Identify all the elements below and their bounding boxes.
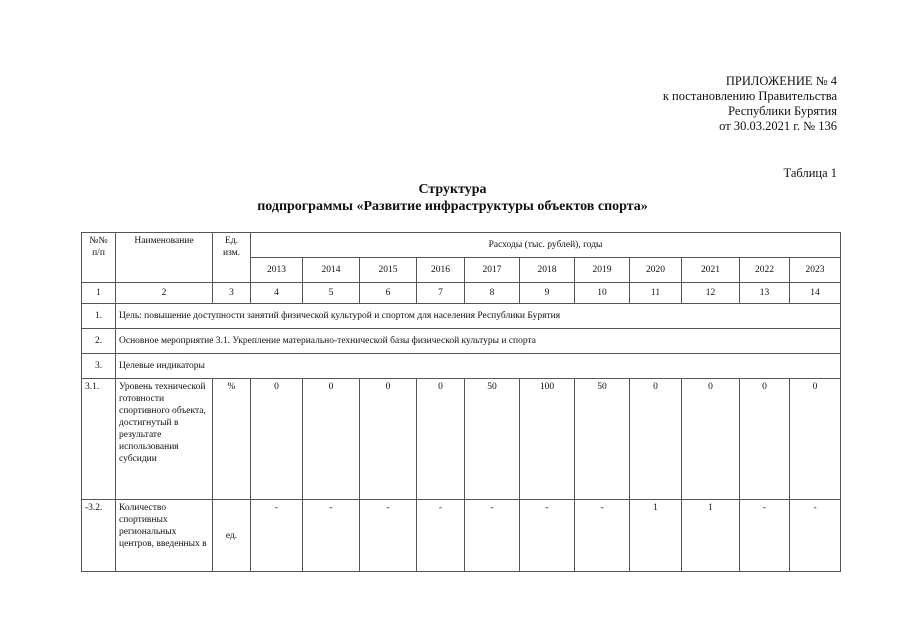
header-name: Наименование: [116, 233, 213, 283]
header-unit: Ед. изм.: [213, 233, 251, 283]
measure-row: [82, 329, 841, 354]
header-num: №№ п/п: [82, 233, 116, 283]
year-cell: 2017: [465, 258, 520, 283]
col-number: 11: [630, 283, 682, 304]
year-cell: 2023: [790, 258, 841, 283]
col-number: 10: [575, 283, 630, 304]
row-value: 50: [575, 379, 630, 500]
row-name: Количество спортивных региональных центров, введенных в: [116, 500, 213, 572]
year-cell: 2015: [360, 258, 417, 283]
table-row: [82, 379, 841, 500]
row-value: -: [417, 500, 465, 572]
row-value: -: [303, 500, 360, 572]
year-cell: 2013: [251, 258, 303, 283]
row-value: -: [520, 500, 575, 572]
row-value: -: [360, 500, 417, 572]
table-label: Таблица 1: [783, 166, 837, 180]
appendix-header: [663, 74, 837, 134]
year-cell: 2016: [417, 258, 465, 283]
row-name: Уровень технической готовности спортивного объекта, достигнутый в результате использования субсидии: [116, 379, 213, 500]
title-line-2: подпрограммы «Развитие инфраструктуры объектов спорта»: [257, 199, 648, 214]
appendix-title: ПРИЛОЖЕНИЕ № 4: [725, 74, 837, 88]
col-number: 7: [417, 283, 465, 304]
col-number: 14: [790, 283, 841, 304]
row-value: 0: [417, 379, 465, 500]
indicators-row: [82, 354, 841, 379]
col-number: 3: [213, 283, 251, 304]
indicators-text: Целевые индикаторы: [116, 354, 841, 379]
col-number: 9: [520, 283, 575, 304]
row-value: -: [740, 500, 790, 572]
col-number: 12: [682, 283, 740, 304]
header-row: [82, 233, 841, 258]
col-number: 5: [303, 283, 360, 304]
goal-num: 1.: [82, 304, 116, 329]
row-unit: %: [213, 379, 251, 500]
appendix-region: Республики Бурятия: [728, 104, 837, 118]
row-value: 1: [682, 500, 740, 572]
row-value: 0: [790, 379, 841, 500]
row-value: -: [465, 500, 520, 572]
year-cell: 2021: [682, 258, 740, 283]
col-number: 6: [360, 283, 417, 304]
row-value: 0: [630, 379, 682, 500]
year-cell: 2019: [575, 258, 630, 283]
year-cell: 2018: [520, 258, 575, 283]
header-expenses: Расходы (тыс. рублей), годы: [251, 233, 841, 258]
year-cell: 2022: [740, 258, 790, 283]
appendix-date: от 30.03.2021 г. № 136: [719, 119, 837, 133]
col-number: 4: [251, 283, 303, 304]
row-value: 100: [520, 379, 575, 500]
row-value: 1: [630, 500, 682, 572]
row-value: -: [251, 500, 303, 572]
row-num: 3.1.: [82, 379, 116, 500]
measure-text: Основное мероприятие 3.1. Укрепление материально-технической базы физической культуры и спорта: [116, 329, 841, 354]
structure-table: [81, 232, 841, 572]
row-value: 0: [740, 379, 790, 500]
row-value: 50: [465, 379, 520, 500]
indicators-num: 3.: [82, 354, 116, 379]
col-number: 1: [82, 283, 116, 304]
year-cell: 2020: [630, 258, 682, 283]
column-numbers-row: [82, 283, 841, 304]
year-cell: 2014: [303, 258, 360, 283]
row-value: 0: [360, 379, 417, 500]
col-number: 2: [116, 283, 213, 304]
title-line-1: Структура: [418, 182, 487, 197]
goal-text: Цель: повышение доступности занятий физической культурой и спортом для населения Республики Бурятия: [116, 304, 841, 329]
row-unit: ед.: [213, 500, 251, 572]
appendix-reference: к постановлению Правительства: [662, 89, 837, 103]
row-value: 0: [682, 379, 740, 500]
document-title: [0, 181, 905, 215]
row-value: 0: [251, 379, 303, 500]
col-number: 13: [740, 283, 790, 304]
measure-num: 2.: [82, 329, 116, 354]
row-value: 0: [303, 379, 360, 500]
goal-row: [82, 304, 841, 329]
table-row: [82, 500, 841, 572]
row-value: -: [575, 500, 630, 572]
row-value: -: [790, 500, 841, 572]
row-num: -3.2.: [82, 500, 116, 572]
col-number: 8: [465, 283, 520, 304]
